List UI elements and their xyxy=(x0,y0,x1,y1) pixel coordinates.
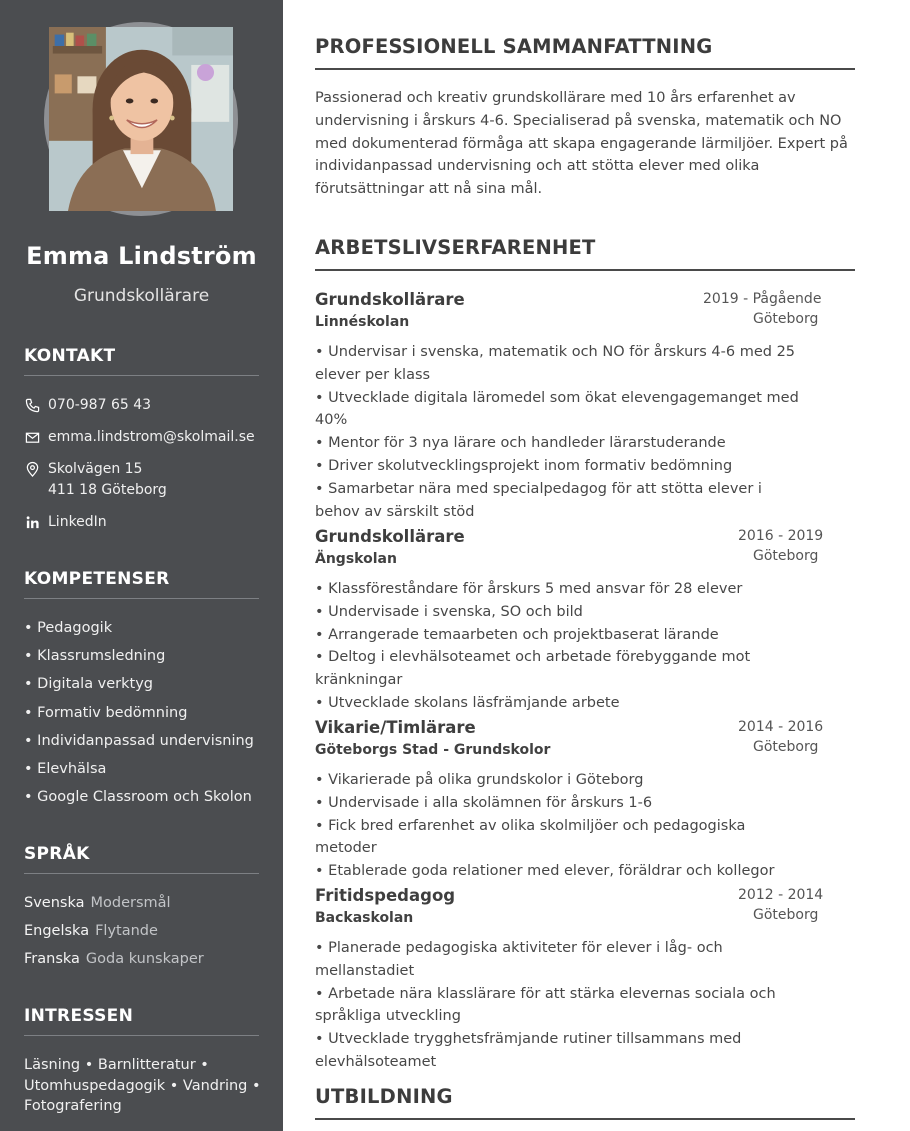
job-employer: Ängskolan xyxy=(315,551,397,567)
job-dates: 2016 - 2019 xyxy=(738,528,824,544)
job-dates: 2019 - Pågående xyxy=(703,291,822,307)
job-title: Grundskollärare xyxy=(315,290,465,309)
address-street: Skolvägen 15 xyxy=(48,461,143,477)
list-item: • Arrangerade temaarbeten och projektbaserat lärande xyxy=(315,626,719,643)
skills-heading: KOMPETENSER xyxy=(24,569,259,599)
language-level: Goda kunskaper xyxy=(85,951,204,968)
job-location: Göteborg xyxy=(753,311,819,327)
contact-phone[interactable] xyxy=(24,395,264,416)
job-employer: Göteborgs Stad - Grundskolor xyxy=(315,742,551,758)
phone-icon xyxy=(24,395,41,416)
skills-list xyxy=(24,618,274,815)
job-title: Vikarie/Timlärare xyxy=(315,718,476,737)
contact-linkedin[interactable] xyxy=(24,512,264,533)
list-item: • Utvecklade skolans läsfrämjande arbete xyxy=(315,694,620,711)
job-title: Grundskollärare xyxy=(315,527,465,546)
language-name: Svenska xyxy=(24,895,85,911)
languages-heading: SPRÅK xyxy=(24,844,259,874)
list-item xyxy=(24,921,274,949)
contact-email[interactable] xyxy=(24,427,264,448)
job-bullets xyxy=(315,769,805,883)
job-dates: 2014 - 2016 xyxy=(738,719,824,735)
summary-text: Passionerad och kreativ grundskollärare med 10 års erfarenhet av undervisning i årskurs 4-6. Specialiserad på svenska, matematik och NO med dokumenterad förmåga att skapa engagerande lärmiljöer. Expert på individanpassad undervisning och att stötta elever med olika förutsättningar att nå sina mål. xyxy=(315,90,848,198)
list-item: • Klassrumsledning xyxy=(24,648,166,665)
interests-text: Läsning • Barnlitteratur • Utomhuspedagogik • Vandring • Fotografering xyxy=(24,1057,261,1114)
list-item: • Undervisade i svenska, SO och bild xyxy=(315,603,583,620)
list-item: • Etablerade goda relationer med elever, föräldrar och kollegor xyxy=(315,863,775,880)
list-item: • Fick bred erfarenhet av olika skolmiljöer och pedagogiska metoder xyxy=(315,817,746,857)
list-item: • Formativ bedömning xyxy=(24,704,188,721)
list-item xyxy=(24,893,274,921)
contact-address xyxy=(24,459,264,501)
experience-heading: ARBETSLIVSERFARENHET xyxy=(315,236,855,271)
linkedin-icon xyxy=(24,512,41,533)
list-item: • Utvecklade digitala läromedel som ökat elevengagemanget med 40% xyxy=(315,389,799,429)
profile-photo xyxy=(44,22,238,216)
list-item: • Undervisade i alla skolämnen för årskurs 1-6 xyxy=(315,794,653,811)
job-bullets xyxy=(315,937,805,1074)
summary-heading: PROFESSIONELL SAMMANFATTNING xyxy=(315,35,855,70)
list-item: • Planerade pedagogiska aktiviteter för elever i låg- och mellanstadiet xyxy=(315,940,723,979)
profile-role: Grundskollärare xyxy=(73,286,210,306)
envelope-icon xyxy=(24,427,41,448)
language-name: Franska xyxy=(24,951,80,968)
languages-list xyxy=(24,893,274,978)
job-bullets xyxy=(315,578,805,715)
language-name: Engelska xyxy=(24,923,90,940)
list-item: • Arbetade nära klasslärare för att stärka elevernas sociala och språkliga utveckling xyxy=(315,985,776,1025)
profile-name: Emma Lindström xyxy=(26,242,257,270)
job-location: Göteborg xyxy=(753,907,819,923)
sidebar xyxy=(0,0,283,1131)
job-title: Fritidspedagog xyxy=(315,886,456,905)
address-city: 411 18 Göteborg xyxy=(48,482,167,498)
list-item: • Undervisar i svenska, matematik och NO för årskurs 4-6 med 25 elever per klass xyxy=(315,344,796,383)
linkedin-link[interactable]: LinkedIn xyxy=(48,514,107,530)
job-dates: 2012 - 2014 xyxy=(738,887,824,903)
education-heading: UTBILDNING xyxy=(315,1085,855,1120)
contact-heading: KONTAKT xyxy=(24,346,259,376)
list-item: • Google Classroom och Skolon xyxy=(24,789,252,806)
phone-number: 070-987 65 43 xyxy=(48,397,152,413)
list-item: • Klassföreståndare för årskurs 5 med ansvar för 28 elever xyxy=(315,581,743,597)
job-location: Göteborg xyxy=(753,739,819,755)
list-item: • Vikarierade på olika grundskolor i Göteborg xyxy=(315,772,644,788)
list-item: • Utvecklade trygghetsfrämjande rutiner tillsammans med elevhälsoteamet xyxy=(315,1031,742,1070)
list-item: • Elevhälsa xyxy=(24,760,107,777)
job-employer: Backaskolan xyxy=(315,910,414,926)
main-content xyxy=(315,0,848,1131)
list-item: • Digitala verktyg xyxy=(24,676,154,693)
list-item xyxy=(24,949,274,977)
language-level: Flytande xyxy=(95,923,158,940)
list-item: • Samarbetar nära med specialpedagog för att stötta elever i behov av särskilt stöd xyxy=(315,480,762,520)
job-location: Göteborg xyxy=(753,548,819,564)
list-item: • Pedagogik xyxy=(24,620,113,636)
language-level: Modersmål xyxy=(90,895,171,911)
job-bullets xyxy=(315,341,805,523)
interests-heading: INTRESSEN xyxy=(24,1006,259,1036)
email-address: emma.lindstrom@skolmail.se xyxy=(48,429,255,445)
list-item: • Deltog i elevhälsoteamet och arbetade förebyggande mot kränkningar xyxy=(315,649,751,689)
location-pin-icon xyxy=(24,459,41,480)
list-item: • Mentor för 3 nya lärare och handleder lärarstuderande xyxy=(315,435,726,452)
job-employer: Linnéskolan xyxy=(315,314,410,330)
list-item: • Individanpassad undervisning xyxy=(24,732,254,749)
list-item: • Driver skolutvecklingsprojekt inom formativ bedömning xyxy=(315,457,733,474)
